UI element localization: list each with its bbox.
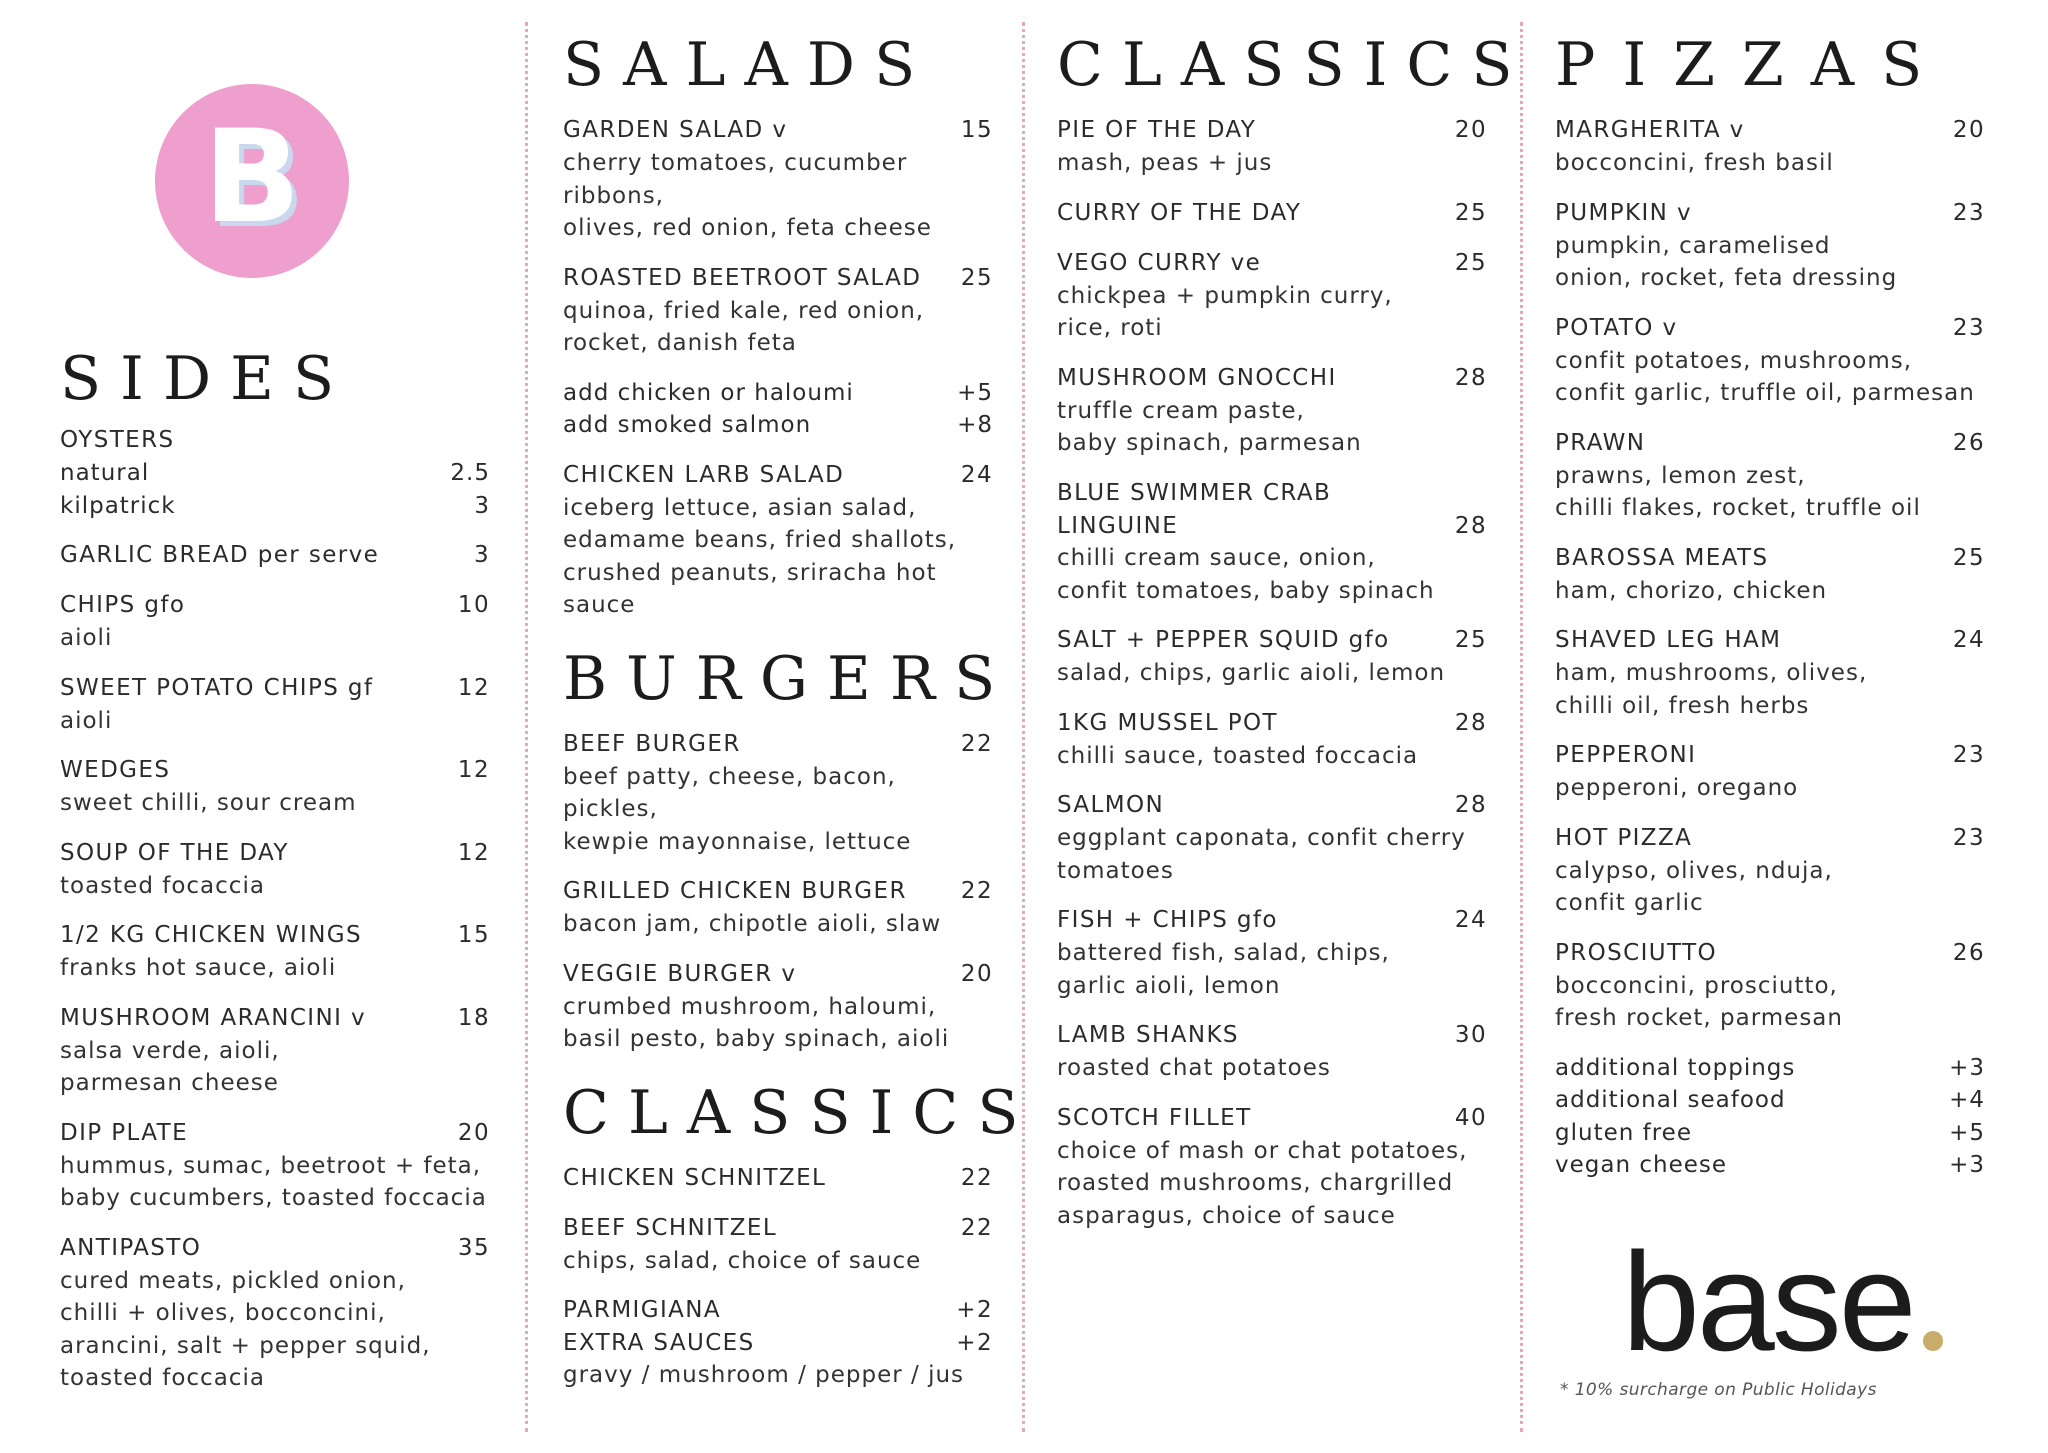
item-name: CHIPS gfo [60,592,186,618]
item-line [563,728,993,761]
option-label: add smoked salmon [563,412,812,438]
menu-item [1057,904,1487,1002]
item-name: SOUP OF THE DAY [60,839,289,866]
item-description: edamame beans, fried shallots, [563,527,957,553]
item-description: rocket, danish feta [563,330,797,356]
item-description: battered fish, salad, chips, [1057,940,1390,966]
item-description: kewpie mayonnaise, lettuce [563,828,912,855]
option-price: +8 [957,412,993,438]
item-description: chilli flakes, rocket, truffle oil [1555,495,1921,521]
item-line [60,1117,490,1150]
item-price: 12 [457,757,490,783]
menu-item [563,262,993,360]
item-price: 22 [960,1214,993,1241]
item-name: LAMB SHANKS [1057,1022,1239,1048]
option-price: +5 [957,379,993,406]
item-description: quinoa, fried kale, red onion, [563,297,925,324]
item-price: 28 [1454,792,1487,818]
item-name: SWEET POTATO CHIPS gf [60,674,374,701]
item-name: MUSHROOM ARANCINI v [60,1004,366,1031]
menu-list [563,114,993,622]
section-heading: C L A S S I C S [563,1077,1019,1148]
item-name: SHAVED LEG HAM [1555,627,1782,653]
option-label: add chicken or haloumi [563,379,854,406]
item-price: 12 [457,674,490,701]
item-description: salsa verde, aioli, [60,1037,280,1064]
item-line [1555,822,1985,855]
menu-item [1555,739,1985,805]
item-description: chilli oil, fresh herbs [1555,692,1810,719]
item-line [1057,197,1487,230]
item-name: PRAWN [1555,429,1646,456]
menu-item [563,1294,993,1392]
item-name: 1/2 KG CHICKEN WINGS [60,922,363,948]
item-name: PROSCIUTTO [1555,939,1718,966]
surcharge-note: * 10% surcharge on Public Holidays [1560,1380,1877,1400]
item-price: 35 [457,1234,490,1261]
item-name: 1KG MUSSEL POT [1057,709,1279,736]
option-label: vegan cheese [1555,1152,1728,1178]
menu-item [1057,114,1487,180]
item-description: chilli sauce, toasted foccacia [1057,742,1419,769]
item-line [60,1002,490,1035]
item-description: roasted mushrooms, chargrilled [1057,1170,1454,1196]
item-price: 15 [457,922,490,948]
item-line [1555,542,1985,575]
item-name: GARDEN SALAD v [563,117,788,143]
item-line [1057,477,1487,510]
item-description: aioli [60,625,113,651]
item-line [60,539,490,572]
item-description: toasted foccacia [60,1365,265,1391]
item-line [1555,739,1985,772]
item-description: chilli cream sauce, onion, [1057,545,1376,571]
item-description: prawns, lemon zest, [1555,462,1806,489]
option-price: +5 [1949,1119,1985,1146]
item-price: 40 [1454,1104,1487,1131]
item-price: 23 [1952,314,1985,341]
menu-item [60,919,490,985]
item-price: 25 [1952,544,1985,571]
item-name: BEEF SCHNITZEL [563,1214,778,1241]
item-name: PEPPERONI [1555,742,1697,768]
item-line [60,919,490,952]
option-price: +3 [1949,1054,1985,1081]
menu-item [60,1117,490,1215]
item-option-row [563,1294,993,1327]
menu-item [1057,1019,1487,1085]
item-option-row [563,409,993,442]
item-price: 23 [1952,742,1985,768]
menu-item [1057,624,1487,690]
option-label: gluten free [1555,1119,1692,1146]
option-price: +4 [1949,1087,1985,1113]
item-name: ANTIPASTO [60,1234,202,1261]
item-description: roasted chat potatoes [1057,1055,1331,1081]
menu-item [1555,822,1985,920]
item-name: SALT + PEPPER SQUID gfo [1057,627,1390,653]
item-line [60,837,490,870]
column-divider [525,22,528,1432]
item-description: franks hot sauce, aioli [60,955,337,981]
item-description: onion, rocket, feta dressing [1555,265,1898,291]
option-price: 3 [474,492,490,519]
item-line [1057,1019,1487,1052]
item-description: arancini, salt + pepper squid, [60,1332,431,1359]
item-name: MUSHROOM GNOCCHI [1057,364,1337,391]
item-line [1057,114,1487,147]
menu-item [1057,197,1487,230]
menu-item [1057,1102,1487,1233]
item-name: BAROSSA MEATS [1555,544,1769,571]
menu-item [1057,707,1487,773]
sides-column [60,30,490,1433]
menu-item [60,424,490,522]
item-price: 26 [1952,939,1985,966]
item-description: cured meats, pickled onion, [60,1267,406,1294]
item-description: ham, mushrooms, olives, [1555,660,1868,686]
item-name: POTATO v [1555,314,1678,341]
menu-item [1555,937,1985,1035]
item-name: WEDGES [60,757,171,783]
logo-letter: B [203,103,301,252]
item-name: GRILLED CHICKEN BURGER [563,878,907,904]
item-description: crushed peanuts, sriracha hot sauce [563,559,937,618]
item-line [60,424,490,457]
salads-burgers-classics-column [563,30,1019,1433]
item-name: OYSTERS [60,427,175,453]
item-description: bocconcini, prosciutto, [1555,972,1838,999]
section-heading: C L A S S I C S [1057,30,1513,100]
item-description: iceberg lettuce, asian salad, [563,494,917,521]
item-option-row [563,1327,993,1360]
brand-dot [1923,1331,1943,1351]
option-price: +3 [1949,1152,1985,1178]
option-label: PARMIGIANA [563,1297,722,1323]
item-line [563,262,993,295]
menu-item [1057,247,1487,345]
menu-item [563,459,993,622]
item-name: DIP PLATE [60,1119,189,1146]
menu-item [60,589,490,655]
item-line [1555,312,1985,345]
item-description: baby cucumbers, toasted foccacia [60,1185,487,1211]
item-price: 22 [960,730,993,757]
item-description: toasted focaccia [60,872,265,899]
item-price: 18 [457,1004,490,1031]
item-name: CURRY OF THE DAY [1057,199,1302,226]
item-option-row [1555,1117,1985,1150]
item-description: choice of mash or chat potatoes, [1057,1137,1468,1164]
item-line [1555,114,1985,147]
item-option-row [60,457,490,490]
menu-item [563,114,993,245]
item-price: 24 [1454,907,1487,933]
menu-item [60,754,490,820]
option-price: +2 [956,1329,993,1356]
item-description: pumpkin, caramelised [1555,232,1831,259]
item-price: 25 [1454,199,1487,226]
item-price: 20 [960,960,993,987]
classics-column [1057,30,1513,1433]
item-line [563,114,993,147]
item-description: rice, roti [1057,315,1163,341]
menu-item [60,837,490,903]
item-price: 24 [960,461,993,488]
item-description: fresh rocket, parmesan [1555,1005,1843,1031]
item-price: 24 [1952,627,1985,653]
item-name: CHICKEN LARB SALAD [563,461,845,488]
option-label: kilpatrick [60,492,176,519]
item-line [1057,707,1487,740]
item-description: hummus, sumac, beetroot + feta, [60,1152,482,1179]
item-description: calypso, olives, nduja, [1555,857,1833,884]
menu-item [563,728,993,859]
item-line [563,875,993,908]
item-price: 22 [960,878,993,904]
item-line [563,1212,993,1245]
item-description: bocconcini, fresh basil [1555,150,1834,176]
item-description: confit garlic, truffle oil, parmesan [1555,380,1975,406]
menu-list [1057,114,1487,1232]
item-line [1555,937,1985,970]
menu-item [1057,789,1487,887]
item-option-row [1057,510,1487,543]
option-label: natural [60,460,150,486]
item-line [60,1232,490,1265]
item-name: VEGO CURRY ve [1057,249,1262,276]
item-description: gravy / mushroom / pepper / jus [563,1362,965,1388]
menu-item [1555,1052,1985,1182]
item-price: 20 [1454,117,1487,143]
menu-item [1057,477,1487,608]
item-price: 25 [1454,249,1487,276]
brand-logo-text: base [1622,1223,1914,1380]
option-price: 2.5 [450,460,490,486]
item-description: basil pesto, baby spinach, aioli [563,1026,950,1052]
item-price: 23 [1952,199,1985,226]
item-description: aioli [60,707,113,734]
item-price: 25 [1454,627,1487,653]
item-description: chips, salad, choice of sauce [563,1247,922,1274]
item-line [1555,624,1985,657]
item-option-row [1555,1149,1985,1182]
item-description: crumbed mushroom, haloumi, [563,993,937,1020]
menu-list [1555,114,1985,1182]
column-divider [1022,22,1025,1432]
item-price: 20 [1952,117,1985,143]
option-label: additional seafood [1555,1087,1786,1113]
menu-list [563,728,993,1056]
item-price: 28 [1454,709,1487,736]
item-option-row [60,490,490,523]
item-price: 20 [457,1119,490,1146]
item-name: MARGHERITA v [1555,117,1745,143]
item-description: beef patty, cheese, bacon, pickles, [563,763,896,822]
menu-item [563,875,993,941]
item-description: salad, chips, garlic aioli, lemon [1057,660,1446,686]
section-heading: S A L A D S [563,30,916,100]
item-price: 25 [960,264,993,291]
item-description: chilli + olives, bocconcini, [60,1300,386,1326]
item-description: sweet chilli, sour cream [60,790,357,816]
option-label: LINGUINE [1057,512,1179,539]
section-heading: B U R G E R S [563,643,996,714]
item-price: 23 [1952,824,1985,851]
item-name: FISH + CHIPS gfo [1057,907,1278,933]
option-label: EXTRA SAUCES [563,1329,755,1356]
item-option-row [563,377,993,410]
menu-list [60,424,490,1395]
menu-item [1555,197,1985,295]
menu-item [60,539,490,572]
item-name: VEGGIE BURGER v [563,960,797,987]
menu-item [1555,312,1985,410]
item-price: 3 [473,542,490,568]
item-description: bacon jam, chipotle aioli, slaw [563,911,942,937]
item-name: PIE OF THE DAY [1057,117,1257,143]
menu-item [563,1212,993,1278]
item-line [563,459,993,492]
menu-item [60,1232,490,1395]
item-price: 30 [1454,1022,1487,1048]
column-divider [1520,22,1523,1432]
item-description: mash, peas + jus [1057,150,1273,176]
item-name: BEEF BURGER [563,730,741,757]
item-line [1057,362,1487,395]
menu-item [1555,114,1985,180]
option-price: +2 [956,1297,993,1323]
item-name: HOT PIZZA [1555,824,1693,851]
option-label: additional toppings [1555,1054,1796,1081]
menu-item [1555,427,1985,525]
item-price: 12 [457,839,490,866]
option-price: 28 [1454,512,1487,539]
item-line [60,672,490,705]
item-description: eggplant caponata, confit cherry [1057,825,1466,851]
item-price: 28 [1454,364,1487,391]
item-description: garlic aioli, lemon [1057,972,1281,999]
item-line [1057,904,1487,937]
item-line [60,754,490,787]
item-line [60,589,490,622]
menu-item [563,377,993,442]
item-description: tomatoes [1057,857,1174,884]
item-line [1555,197,1985,230]
item-description: chickpea + pumpkin curry, [1057,282,1393,309]
item-line [563,958,993,991]
menu-item [1555,542,1985,608]
item-description: confit tomatoes, baby spinach [1057,577,1435,604]
item-line [1057,247,1487,280]
item-name: SCOTCH FILLET [1057,1104,1252,1131]
item-option-row [1555,1052,1985,1085]
item-name: CHICKEN SCHNITZEL [563,1164,827,1191]
item-line [1057,624,1487,657]
item-description: ham, chorizo, chicken [1555,577,1828,604]
item-description: pepperoni, oregano [1555,775,1799,801]
menu-item [60,672,490,738]
item-description: cherry tomatoes, cucumber ribbons, [563,150,908,209]
menu-list [563,1162,993,1392]
item-description: truffle cream paste, [1057,397,1305,424]
item-description: confit garlic [1555,890,1704,916]
menu-item [563,1162,993,1195]
item-description: asparagus, choice of sauce [1057,1202,1396,1229]
item-option-row [1555,1084,1985,1117]
item-name: SALMON [1057,792,1165,818]
menu-item [60,1002,490,1100]
section-heading: P I Z Z A S [1555,30,1927,100]
menu-item [1555,624,1985,722]
item-price: 26 [1952,429,1985,456]
item-description: olives, red onion, feta cheese [563,215,932,241]
item-description: parmesan cheese [60,1070,279,1096]
item-name: GARLIC BREAD per serve [60,542,380,568]
item-price: 10 [457,592,490,618]
item-name: ROASTED BEETROOT SALAD [563,264,922,291]
item-description: baby spinach, parmesan [1057,430,1362,456]
item-name: BLUE SWIMMER CRAB [1057,479,1332,506]
item-line [1057,1102,1487,1135]
item-description: confit potatoes, mushrooms, [1555,347,1913,374]
item-name: PUMPKIN v [1555,199,1693,226]
menu-item [1057,362,1487,460]
menu-item [563,958,993,1056]
item-line [1555,427,1985,460]
item-line [563,1162,993,1195]
item-price: 22 [960,1164,993,1191]
item-line [1057,789,1487,822]
item-price: 15 [960,117,993,143]
section-heading: S I D E S [60,344,335,414]
